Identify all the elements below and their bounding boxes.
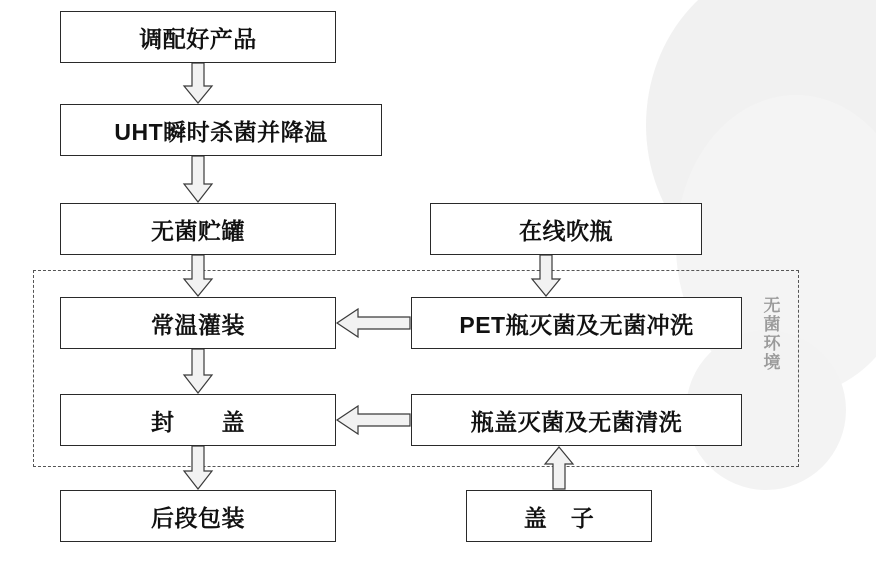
node-capping[interactable]	[60, 394, 336, 446]
node-caps[interactable]	[466, 490, 652, 542]
node-downstream-packaging[interactable]	[60, 490, 336, 542]
node-label: 调配好产品	[139, 25, 257, 52]
arrow-down-prepared-to-uht	[183, 63, 213, 104]
arrow-left-cap-sterilize-to-capping	[336, 405, 411, 435]
arrow-left-pet-sterilize-to-filling	[336, 308, 411, 338]
arrow-down-capping-to-packaging	[183, 446, 213, 490]
node-prepared-product[interactable]	[60, 11, 336, 63]
node-label: 常温灌装	[151, 311, 245, 338]
node-label: 在线吹瓶	[519, 217, 613, 244]
arrow-up-caps-to-cap-sterilize	[544, 446, 574, 490]
node-label: 后段包装	[151, 504, 245, 531]
arrow-down-filling-to-capping	[183, 349, 213, 394]
node-cap-sterilize-clean[interactable]	[411, 394, 742, 446]
node-label: PET瓶灭菌及无菌冲洗	[459, 311, 694, 338]
node-online-bottle-blowing[interactable]	[430, 203, 702, 255]
node-aseptic-tank[interactable]	[60, 203, 336, 255]
node-label: UHT瞬时杀菌并降温	[114, 118, 328, 145]
node-ambient-filling[interactable]	[60, 297, 336, 349]
arrow-down-uht-to-tank	[183, 156, 213, 203]
arrow-down-blowing-to-pet-sterilize	[531, 255, 561, 297]
arrow-down-tank-to-filling	[183, 255, 213, 297]
node-label: 无菌贮罐	[151, 217, 245, 244]
node-label: 封 盖	[151, 408, 245, 435]
sterile-environment-label: 无 菌 环 境	[763, 296, 781, 372]
node-uht-sterilization[interactable]	[60, 104, 382, 156]
node-label: 盖 子	[523, 504, 595, 531]
node-label: 瓶盖灭菌及无菌清洗	[470, 408, 683, 435]
node-pet-bottle-sterilize-rinse[interactable]	[411, 297, 742, 349]
